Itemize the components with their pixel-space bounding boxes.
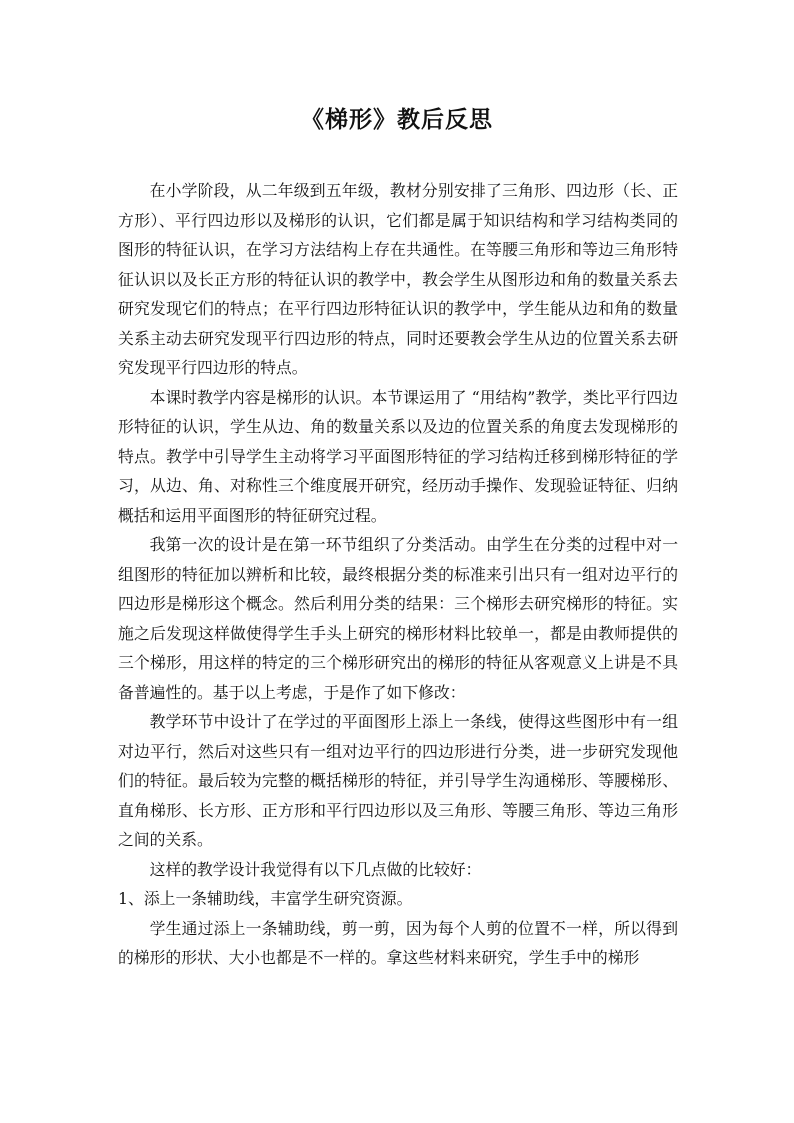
paragraph: 这样的教学设计我觉得有以下几点做的比较好：	[149, 859, 482, 879]
section-heading: 1、添上一条辅助线，丰富学生研究资源。	[118, 889, 413, 908]
paragraph: 本课时教学内容是梯形的认识。本节课运用了 “用结构”教学，类比平行四边形特征的认识，学生从边、角的数量关系以及边的位置关系的角度去发现梯形的特点。教学中引导学生主动将学习平面图形特征的学习结构迁移到梯形特征的学习，从边、角、对称性三个维度展开研究，经历动手操作、发现验证特征、归纳概括和运用平面图形的特征研究过程。	[118, 387, 678, 525]
paragraph: 在小学阶段，从二年级到五年级，教材分别安排了三角形、四边形（长、正方形）、平行四边形以及梯形的认识，它们都是属于知识结构和学习结构类同的图形的特征认识，在学习方法结构上存在共通性。在等腰三角形和等边三角形特征认识以及长正方形的特征认识的教学中，教会学生从图形边和角的数量关系去研究发现它们的特点；在平行四边形特征认识的教学中，学生能从边和角的数量关系主动去研究发现平行四边形的特点，同时还要教会学生从边的位置关系去研究发现平行四边形的特点。	[118, 181, 678, 377]
document-title: 《梯形》教后反思	[301, 106, 493, 133]
paragraph: 我第一次的设计是在第一环节组织了分类活动。由学生在分类的过程中对一组图形的特征加以辨析和比较，最终根据分类的标准来引出只有一组对边平行的四边形是梯形这个概念。然后利用分类的结果：三个梯形去研究梯形的特征。实施之后发现这样做使得学生手头上研究的梯形材料比较单一，都是由教师提供的三个梯形，用这样的特定的三个梯形研究出的梯形的特征从客观意义上讲是不具备普遍性的。基于以上考虑，于是作了如下修改：	[118, 535, 678, 702]
document-body	[118, 176, 678, 973]
paragraph: 教学环节中设计了在学过的平面图形上添上一条线，使得这些图形中有一组对边平行，然后对这些只有一组对边平行的四边形进行分类，进一步研究发现他们的特征。最后较为完整的概括梯形的特征，并引导学生沟通梯形、等腰梯形、直角梯形、长方形、正方形和平行四边形以及三角形、等腰三角形、等边三角形之间的关系。	[118, 712, 678, 849]
paragraph: 学生通过添上一条辅助线，剪一剪，因为每个人剪的位置不一样，所以得到的梯形的形状、大小也都是不一样的。拿这些材料来研究，学生手中的梯形	[118, 918, 678, 967]
